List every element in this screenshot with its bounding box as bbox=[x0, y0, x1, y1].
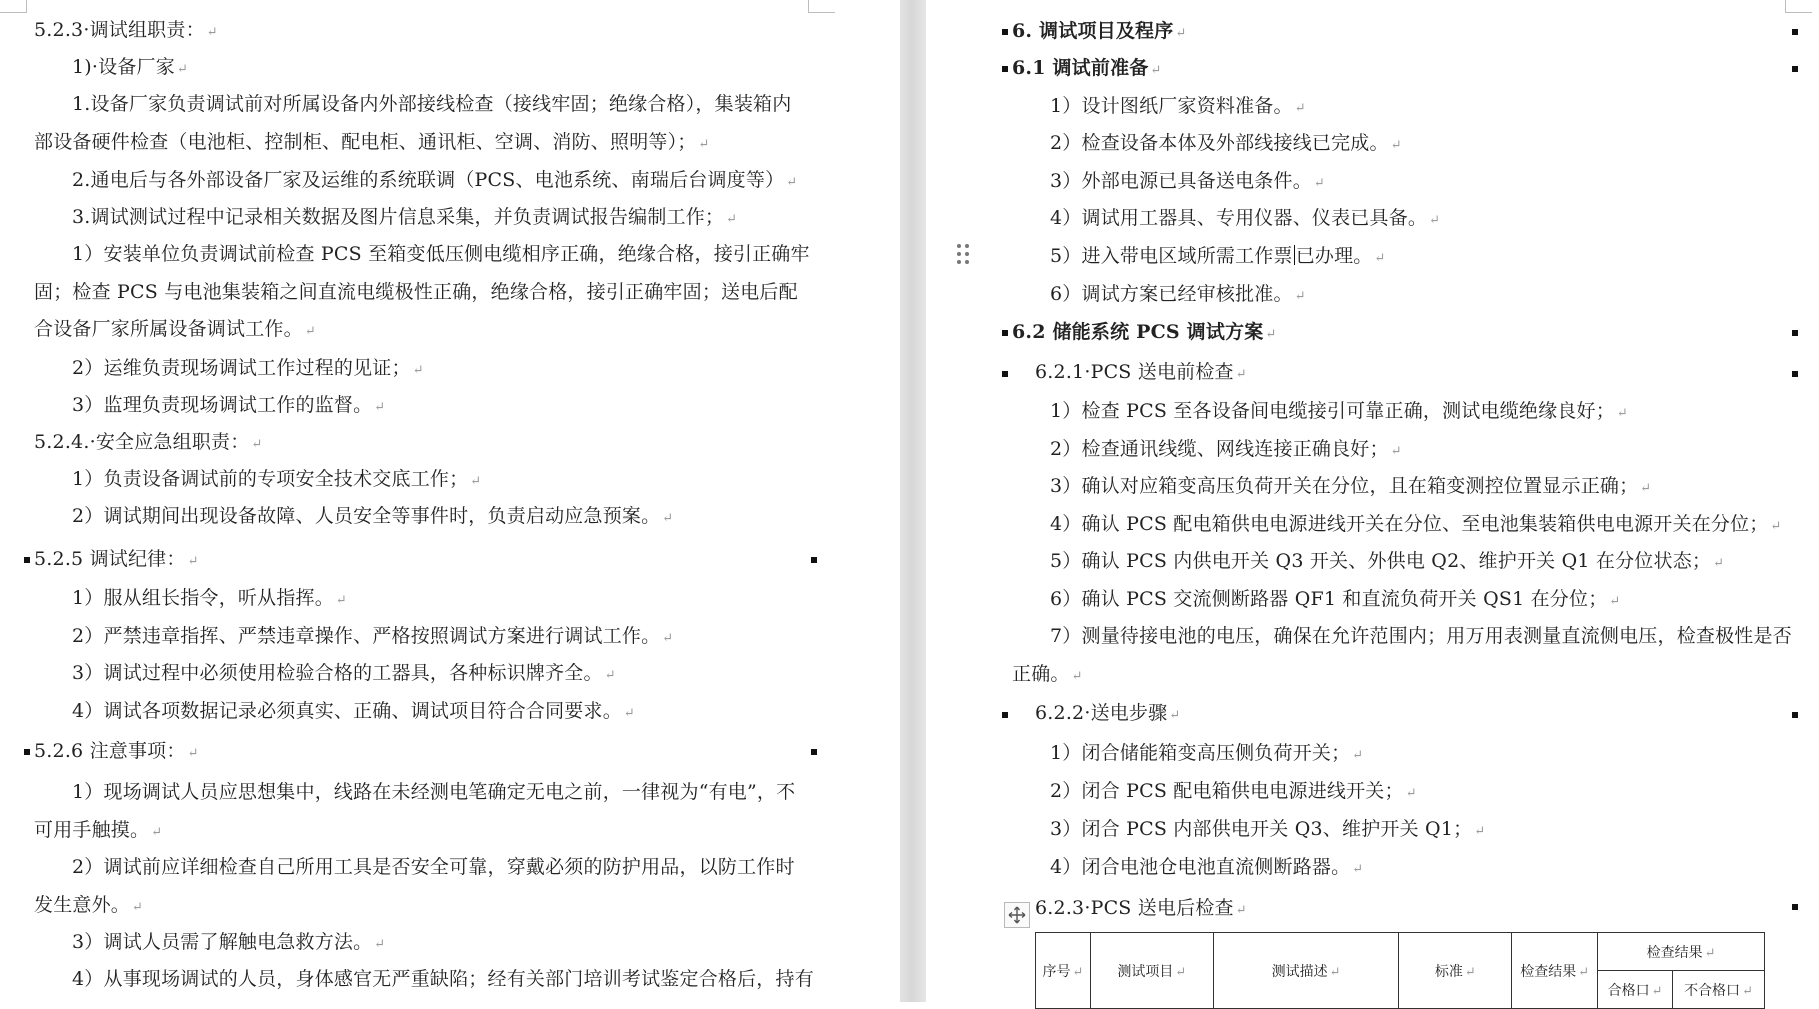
table-header-cell[interactable]: 标准 ↵ bbox=[1399, 933, 1512, 1009]
table-move-icon[interactable] bbox=[1004, 902, 1030, 928]
paragraph-bullet-mark bbox=[1002, 29, 1008, 35]
drag-handle-icon[interactable] bbox=[957, 244, 973, 268]
list-item[interactable]: 3）外部电源已具备送电条件。 ↵ bbox=[1050, 170, 1325, 192]
table-header-cell[interactable]: 检查结果 ↵ bbox=[1598, 933, 1765, 971]
list-item[interactable]: 3）闭合 PCS 内部供电开关 Q3、维护开关 Q1； ↵ bbox=[1050, 818, 1486, 840]
section-heading-6-2[interactable]: 6.2 储能系统 PCS 调试方案 ↵ bbox=[1012, 321, 1277, 343]
list-item[interactable]: 1）负责设备调试前的专项安全技术交底工作； ↵ bbox=[72, 468, 482, 490]
list-item[interactable]: 5）进入带电区域所需工作票 已办理。 ↵ bbox=[1050, 245, 1386, 267]
body-paragraph[interactable]: 1.设备厂家负责调试前对所属设备内外部接线检查（接线牢固；绝缘合格），集装箱内部设备硬件检查（电池柜、控制柜、配电柜、通讯柜、空调、消防、照明等）； ↵ bbox=[34, 93, 792, 153]
list-item[interactable]: 4）闭合电池仓电池直流侧断路器。 ↵ bbox=[1050, 856, 1364, 878]
paragraph-bullet-mark bbox=[1002, 330, 1008, 336]
section-heading-5-2-6[interactable]: 5.2.6 注意事项： ↵ bbox=[34, 740, 199, 762]
section-heading-5-2-4[interactable]: 5.2.4.·安全应急组职责： ↵ bbox=[34, 431, 263, 453]
section-heading-6-2-1[interactable]: 6.2.1·PCS 送电前检查 ↵ bbox=[1035, 361, 1247, 383]
list-item[interactable]: 4）调试各项数据记录必须真实、正确、调试项目符合合同要求。 ↵ bbox=[72, 700, 635, 722]
body-paragraph[interactable]: 2.通电后与各外部设备厂家及运维的系统联调（PCS、电池系统、南瑞后台调度等） ↵ bbox=[72, 169, 798, 191]
table-header-row bbox=[1036, 933, 1765, 971]
list-item[interactable]: 1）服从组长指令，听从指挥。 ↵ bbox=[72, 587, 347, 609]
section-heading-6-2-2[interactable]: 6.2.2·送电步骤 ↵ bbox=[1035, 702, 1181, 724]
body-paragraph[interactable]: 1）现场调试人员应思想集中，线路在未经测电笔确定无电之前，一律视为“有电”，不可用手触摸。 ↵ bbox=[34, 781, 796, 841]
paragraph-bullet-mark bbox=[1792, 29, 1798, 35]
list-item[interactable]: 4）调试用工器具、专用仪器、仪表已具备。 ↵ bbox=[1050, 207, 1441, 229]
list-item[interactable]: 4）确认 PCS 配电箱供电电源进线开关在分位、至电池集装箱供电电源开关在分位； ↵ bbox=[1050, 513, 1782, 535]
body-paragraph[interactable]: 2）调试前应详细检查自己所用工具是否安全可靠，穿戴必须的防护用品，以防工作时发生意外。 ↵ bbox=[34, 856, 795, 916]
page-corner-mark bbox=[1785, 0, 1812, 13]
list-item[interactable]: 1）闭合储能箱变高压侧负荷开关； ↵ bbox=[1050, 742, 1364, 764]
list-item[interactable]: 2）严禁违章指挥、严禁违章操作、严格按照调试方案进行调试工作。 ↵ bbox=[72, 625, 674, 647]
page-corner-mark bbox=[808, 0, 835, 13]
document-page-left bbox=[0, 0, 900, 1002]
table-header-cell[interactable]: 序号 ↵ bbox=[1036, 933, 1091, 1009]
list-item[interactable]: 2）调试期间出现设备故障、人员安全等事件时，负责启动应急预案。 ↵ bbox=[72, 505, 674, 527]
page-corner-mark bbox=[0, 0, 27, 13]
page-gutter bbox=[900, 0, 926, 1002]
table-header-cell[interactable]: 检查结果 ↵ bbox=[1512, 933, 1598, 1009]
paragraph-bullet-mark bbox=[1792, 371, 1798, 377]
list-item[interactable]: 2）检查设备本体及外部线接线已完成。 ↵ bbox=[1050, 132, 1402, 154]
section-heading-5-2-5[interactable]: 5.2.5 调试纪律： ↵ bbox=[34, 548, 199, 570]
section-heading-6-2-3[interactable]: 6.2.3·PCS 送电后检查 ↵ bbox=[1035, 897, 1247, 919]
paragraph-bullet-mark bbox=[1792, 904, 1798, 910]
table-header-cell[interactable]: 不合格口 ↵ bbox=[1673, 971, 1765, 1009]
list-item[interactable]: 3）调试过程中必须使用检验合格的工器具，各种标识牌齐全。 ↵ bbox=[72, 662, 616, 684]
check-table bbox=[1035, 932, 1765, 1009]
paragraph-bullet-mark bbox=[811, 749, 817, 755]
table-header-cell[interactable]: 合格口 ↵ bbox=[1598, 971, 1673, 1009]
paragraph-bullet-mark bbox=[1002, 712, 1008, 718]
list-item[interactable]: 2）闭合 PCS 配电箱供电电源进线开关； ↵ bbox=[1050, 780, 1417, 802]
section-heading-5-2-3[interactable]: 5.2.3·调试组职责： ↵ bbox=[34, 19, 218, 41]
list-item[interactable]: 5）确认 PCS 内供电开关 Q3 开关、外供电 Q2、维护开关 Q1 在分位状态； ↵ bbox=[1050, 550, 1725, 572]
list-item[interactable]: 2）检查通讯线缆、网线连接正确良好； ↵ bbox=[1050, 438, 1402, 460]
paragraph-bullet-mark bbox=[1002, 371, 1008, 377]
body-paragraph[interactable]: 1）安装单位负责调试前检查 PCS 至箱变低压侧电缆相序正确，绝缘合格，接引正确牢固；检查 PCS 与电池集装箱之间直流电缆极性正确，绝缘合格，接引正确牢固；送电后配合设备厂家所属设备调试工作。 ↵ bbox=[34, 243, 810, 340]
body-paragraph[interactable]: 7）测量待接电池的电压，确保在允许范围内；用万用表测量直流侧电压，检查极性是否正确。 ↵ bbox=[1012, 625, 1792, 685]
section-heading-6[interactable]: 6. 调试项目及程序 ↵ bbox=[1012, 20, 1187, 42]
paragraph-bullet-mark bbox=[811, 557, 817, 563]
list-item[interactable]: 1）设计图纸厂家资料准备。 ↵ bbox=[1050, 95, 1306, 117]
paragraph-bullet-mark bbox=[1792, 712, 1798, 718]
paragraph-bullet-mark bbox=[24, 557, 30, 563]
list-item[interactable]: 1)·设备厂家 ↵ bbox=[72, 56, 189, 78]
list-item[interactable]: 2）运维负责现场调试工作过程的见证； ↵ bbox=[72, 357, 424, 379]
list-item[interactable]: 3）监理负责现场调试工作的监督。 ↵ bbox=[72, 394, 386, 416]
text-cursor bbox=[1294, 245, 1295, 265]
list-item[interactable]: 3）调试人员需了解触电急救方法。 ↵ bbox=[72, 931, 386, 953]
list-item[interactable]: 6）确认 PCS 交流侧断路器 QF1 和直流负荷开关 QS1 在分位； ↵ bbox=[1050, 588, 1621, 610]
table-header-cell[interactable]: 测试描述 ↵ bbox=[1213, 933, 1399, 1009]
paragraph-bullet-mark bbox=[1002, 66, 1008, 72]
section-heading-6-1[interactable]: 6.1 调试前准备 ↵ bbox=[1012, 57, 1162, 79]
table-header-cell[interactable]: 测试项目 ↵ bbox=[1090, 933, 1213, 1009]
list-item[interactable]: 1）检查 PCS 至各设备间电缆接引可靠正确，测试电缆绝缘良好； ↵ bbox=[1050, 400, 1629, 422]
paragraph-bullet-mark bbox=[24, 749, 30, 755]
body-paragraph[interactable]: 3.调试测试过程中记录相关数据及图片信息采集，并负责调试报告编制工作； ↵ bbox=[72, 206, 738, 228]
list-item[interactable]: 6）调试方案已经审核批准。 ↵ bbox=[1050, 283, 1306, 305]
paragraph-bullet-mark bbox=[1792, 66, 1798, 72]
body-paragraph[interactable]: 4）从事现场调试的人员，身体感官无严重缺陷；经有关部门培训考试鉴定合格后，持有 bbox=[72, 968, 814, 990]
list-item[interactable]: 3）确认对应箱变高压负荷开关在分位，且在箱变测控位置显示正确； ↵ bbox=[1050, 475, 1652, 497]
paragraph-bullet-mark bbox=[1792, 330, 1798, 336]
